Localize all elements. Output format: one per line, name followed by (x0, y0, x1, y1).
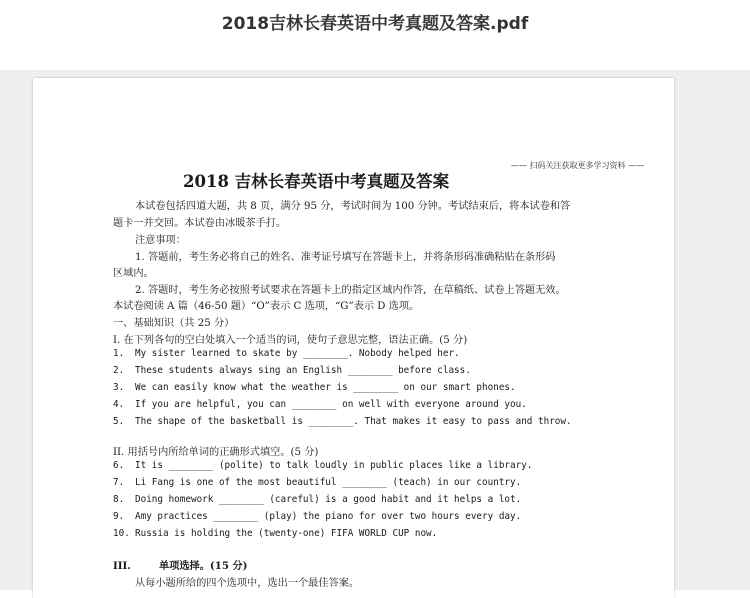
question-text: Li Fang is one of the most beautiful ________ (teach) in our country. (135, 477, 522, 488)
section-heading (113, 557, 248, 572)
question-text: Russia is holding the (twenty-one) FIFA WORLD CUP now. (135, 528, 438, 539)
pdf-page (33, 78, 674, 598)
question-text: Amy practices ________ (play) the piano for over two hours every day. (135, 511, 522, 522)
section-number: III. (113, 560, 131, 572)
question-text: It is ________ (polite) to talk loudly in public places like a library. (135, 460, 533, 471)
notice-heading: 注意事项： (135, 235, 186, 246)
question-number: 10. (113, 528, 130, 539)
question-number: 2. (113, 365, 125, 376)
question-item (113, 494, 521, 505)
question-number: 1. (113, 348, 125, 359)
question-item (113, 477, 521, 488)
question-number: 3. (113, 382, 125, 393)
question-text: Doing homework ________ (careful) is a good habit and it helps a lot. (135, 494, 522, 505)
intro-line: 本试卷包括四道大题，共 8 页，满分 95 分，考试时间为 100 分钟。考试结束后，将本试卷和答 (135, 201, 571, 212)
pdf-viewer[interactable] (0, 70, 750, 590)
section-heading: II. 用括号内所给单词的正确形式填空。(5 分) (113, 447, 319, 458)
question-item (113, 511, 521, 522)
intro-line: 题卡一并交回。本试卷由冰暖茶手打。 (113, 218, 287, 229)
question-number: 7. (113, 477, 125, 488)
question-item (113, 382, 516, 393)
question-number: 8. (113, 494, 125, 505)
question-item (113, 460, 532, 471)
question-item (113, 348, 460, 359)
section-title: 单项选择。(15 分) (159, 560, 248, 572)
question-text: The shape of the basketball is ________. That makes it easy to pass and throw. (135, 416, 572, 427)
question-number: 9. (113, 511, 125, 522)
part-heading: 一、基础知识（共 25 分） (113, 318, 235, 329)
question-number: 6. (113, 460, 125, 471)
question-text: If you are helpful, you can ________ on well with everyone around you. (135, 399, 527, 410)
notice-item: 1. 答题前，考生务必将自己的姓名、准考证号填写在答题卡上，并将条形码准确粘贴在条形码 (135, 252, 556, 263)
document-title: 2018 吉林长春英语中考真题及答案 (183, 172, 450, 191)
question-item (113, 365, 471, 376)
section-instruction: 从每小题所给的四个选项中，选出一个最佳答案。 (135, 578, 360, 589)
question-text: We can easily know what the weather is ________ on our smart phones. (135, 382, 516, 393)
viewer-header (0, 0, 750, 70)
question-number: 4. (113, 399, 125, 410)
file-name: 2018吉林长春英语中考真题及答案.pdf (221, 14, 529, 34)
question-item (113, 416, 572, 427)
question-number: 5. (113, 416, 125, 427)
section-heading: I. 在下列各句的空白处填入一个适当的词，使句子意思完整，语法正确。(5 分) (113, 335, 468, 346)
question-text: My sister learned to skate by ________. Nobody helped her. (135, 348, 460, 359)
reading-note: 本试卷阅读 A 篇（46-50 题）“O”表示 C 选项，“G”表示 D 选项。 (113, 301, 420, 312)
notice-item: 区域内。 (113, 268, 154, 279)
question-text: These students always sing an English ________ before class. (135, 365, 471, 376)
qr-note: —— 扫码关注获取更多学习资料 —— (511, 161, 645, 170)
question-item (113, 528, 437, 539)
question-item (113, 399, 527, 410)
notice-item: 2. 答题时，考生务必按照考试要求在答题卡上的指定区域内作答，在草稿纸、试卷上答题无效。 (135, 285, 566, 296)
